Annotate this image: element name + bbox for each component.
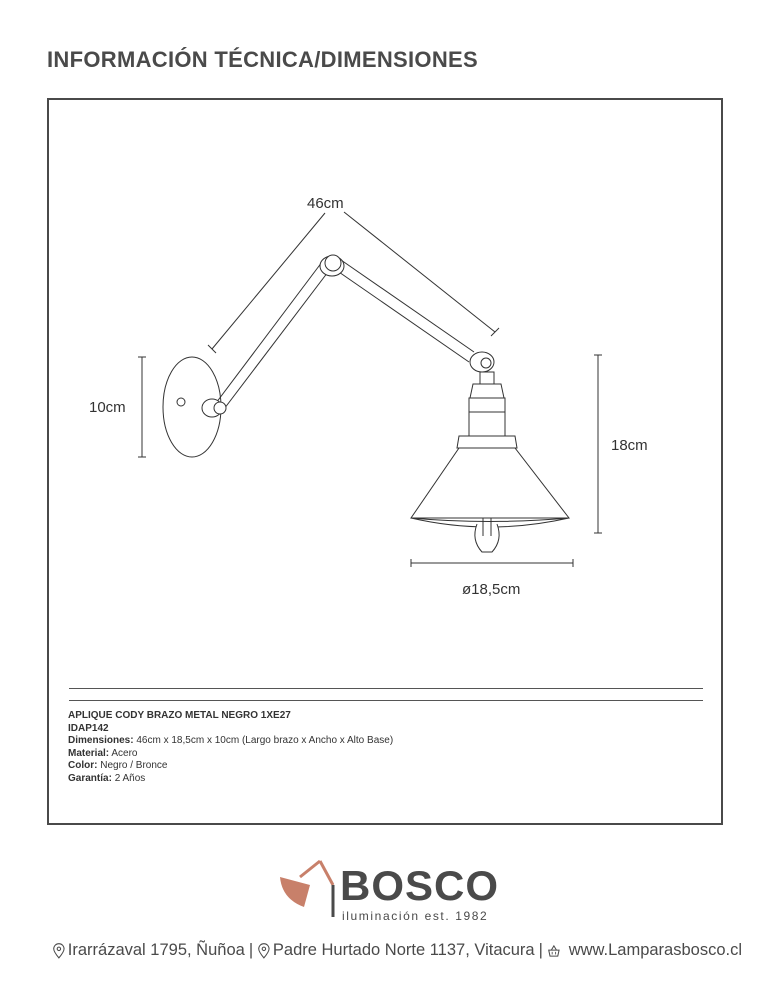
spec-dimensions — [68, 735, 393, 748]
spec-warranty — [68, 773, 393, 786]
lamp-shade — [411, 448, 569, 518]
divider-top — [69, 688, 703, 689]
upper-arm-bottom-edge — [336, 270, 469, 362]
location-pin-icon — [52, 942, 66, 960]
spec-value: 46cm x 18,5cm x 10cm (Largo brazo x Ancho x Alto Base) — [136, 735, 394, 746]
product-code: IDAP142 — [68, 722, 109, 734]
lamp-technical-drawing — [49, 100, 725, 660]
spec-label: Garantía: — [68, 772, 112, 784]
dim-arm-label: 46cm — [307, 195, 344, 212]
footer-contact — [52, 941, 742, 960]
spec-label: Color: — [68, 760, 98, 771]
bulb — [475, 524, 499, 552]
brand-name: BOSCO — [340, 862, 500, 909]
footer-separator: | — [538, 941, 543, 959]
page-title: INFORMACIÓN TÉCNICA/DIMENSIONES — [47, 47, 478, 72]
spec-label: Material: — [68, 747, 110, 759]
address-vitacura: Padre Hurtado Norte 1137, Vitacura — [272, 941, 535, 959]
spec-color — [68, 760, 393, 773]
spec-label: Dimensiones: — [68, 735, 134, 746]
technical-sheet-frame — [47, 98, 723, 825]
address-nunoa: Irarrázaval 1795, Ñuñoa — [67, 941, 245, 959]
shopping-basket-icon — [547, 942, 561, 960]
spec-value: 2 Años — [114, 772, 146, 784]
spec-material — [68, 748, 393, 761]
dim-diameter-label: ø18,5cm — [462, 581, 521, 598]
product-name: APLIQUE CODY BRAZO METAL NEGRO 1XE27 — [68, 710, 291, 721]
wall-plate-screw — [177, 398, 185, 406]
dim-base-label: 10cm — [89, 399, 126, 416]
lamp-logo-icon — [278, 855, 348, 925]
footer-separator: | — [248, 941, 254, 959]
socket-body — [469, 398, 505, 436]
upper-arm-top-edge — [341, 260, 474, 352]
socket-cap — [470, 384, 504, 398]
spec-value: Negro / Bronce — [100, 760, 168, 771]
dim-height-label: 18cm — [611, 437, 648, 454]
brand-tagline: iluminación est. 1982 — [342, 909, 489, 923]
lower-arm-top-edge — [213, 262, 322, 407]
brand-logo — [278, 855, 498, 925]
shade-collar — [457, 436, 517, 448]
stem — [480, 372, 494, 384]
lower-arm-bottom-edge — [221, 268, 331, 413]
website-link[interactable]: www.Lamparasbosco.cl — [568, 941, 743, 959]
location-pin-icon — [257, 942, 271, 960]
spec-value: Acero — [111, 747, 138, 759]
divider-bottom — [69, 700, 703, 701]
product-specs — [68, 710, 393, 785]
